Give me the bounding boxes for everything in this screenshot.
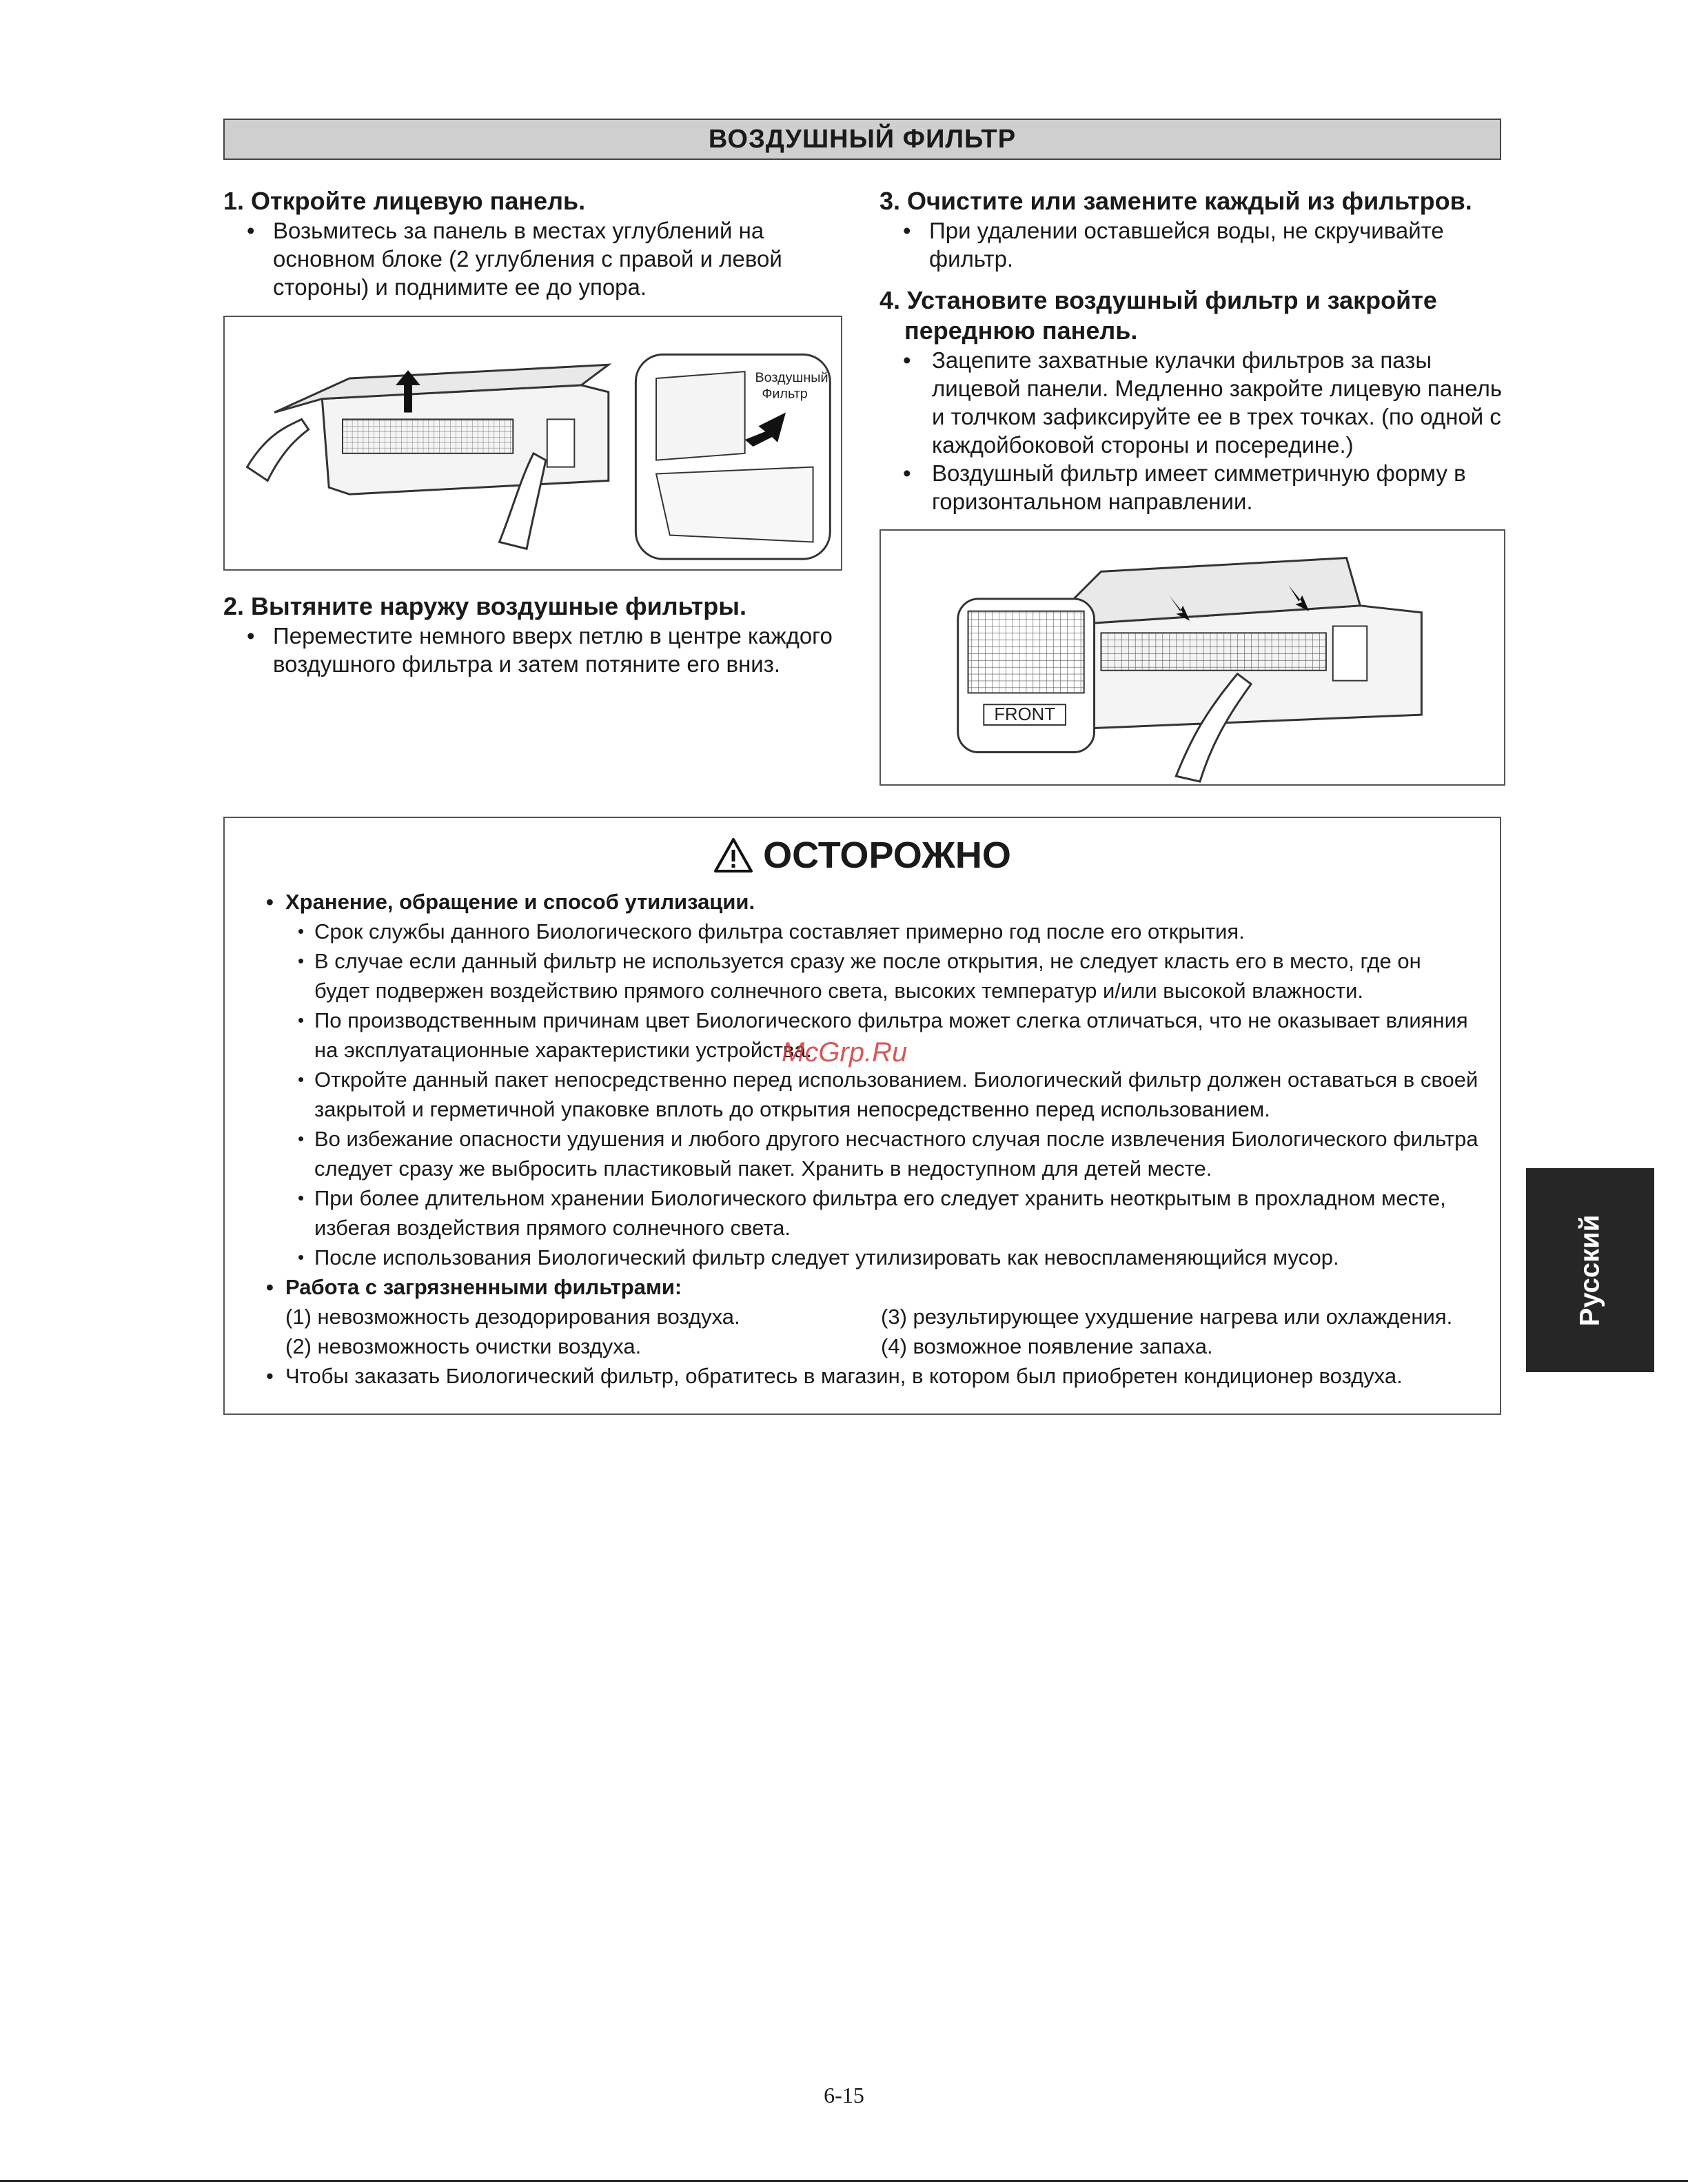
section-title: ВОЗДУШНЫЙ ФИЛЬТР [223, 119, 1501, 160]
caution-item: • Откройте данный пакет непосредственно перед использованием. Биологический фильтр должен оставаться в своей закрытой и герметичной упаковке вплоть до открытия непосредственно перед использованием. [298, 1068, 1478, 1121]
caution-item: • После использования Биологический фильтр следует утилизировать как невоспламеняющийся мусор. [298, 1245, 1339, 1269]
caution-section-dirty-filters: • Работа с загрязненными фильтрами: [266, 1275, 682, 1299]
caution-title: ОСТОРОЖНО [763, 835, 1011, 876]
consequence-item: (1) невозможность дезодорирования воздуха. [285, 1305, 740, 1329]
step-3-title: 3. Очистите или замените каждый из фильтров. [879, 187, 1472, 215]
caution-item: • По производственным причинам цвет Биологического фильтра может слегка отличаться, что не оказывает влияния на эксплуатационные характеристики устройства. [298, 1008, 1468, 1062]
page-number: 6-15 [824, 2083, 864, 2108]
consequence-item: (3) результирующее ухудшение нагрева или охлаждения. [881, 1305, 1453, 1329]
step-4-title: 4. Установите воздушный фильтр и закройте переднюю панель. [879, 286, 1437, 345]
figure1-label-line1: Воздушный [755, 369, 828, 385]
step-1 [223, 186, 844, 301]
caution-heading [225, 833, 1500, 877]
consequence-item: (2) невозможность очистки воздуха. [285, 1334, 642, 1358]
air-conditioner-open-panel-illustration [225, 317, 841, 569]
warning-triangle-icon [713, 837, 753, 873]
caution-item: • В случае если данный фильтр не используется сразу же после открытия, не следует класть его в место, где он будет подвержен воздействию прямого солнечного света, высоких температур и/или высокой влажности. [298, 949, 1421, 1003]
watermark: McGrp.Ru [782, 1037, 908, 1068]
bottom-rule [0, 2180, 1688, 2182]
caution-body [245, 887, 1479, 1391]
step-3 [879, 186, 1507, 273]
figure-install-filter [879, 529, 1505, 786]
language-tab [1526, 1168, 1654, 1372]
figure2-front-label: FRONT [994, 705, 1055, 725]
step-2-title: 2. Вытяните наружу воздушные фильтры. [223, 592, 746, 620]
caution-box [223, 817, 1501, 1415]
consequence-item: (4) возможное появление запаха. [881, 1334, 1213, 1358]
step-1-title: 1. Откройте лицевую панель. [223, 187, 586, 215]
consequence-list [245, 1302, 1479, 1361]
figure1-label-line2: Фильтр [762, 386, 808, 402]
caution-section-storage: • Хранение, обращение и способ утилизации. [266, 890, 755, 914]
step-1-bullet: • Возьмитесь за панель в местах углублений на основном блоке (2 углубления с правой и левой стороны) и поднимите ее до упора. [247, 218, 782, 300]
step-4-bullet: • Воздушный фильтр имеет симметричную форму в горизонтальном направлении. [903, 460, 1466, 514]
caution-item: • При более длительном хранении Биологического фильтра его следует хранить неоткрытым в прохладном месте, избегая воздействия прямого солнечного света. [298, 1186, 1446, 1240]
step-4-bullet: • Зацепите захватные кулачки фильтров за пазы лицевой панели. Медленно закройте лицевую панель и толчком зафиксируйте ее в трех точках. (по одной с каждойбоковой стороны и посередине.) [903, 347, 1503, 458]
caution-section-order: • Чтобы заказать Биологический фильтр, обратитесь в магазин, в котором был приобретен кондиционер воздуха. [266, 1364, 1403, 1388]
language-tab-label: Русский [1574, 1214, 1605, 1326]
step-4 [879, 285, 1507, 516]
caution-item: • Во избежание опасности удушения и любого другого несчастного случая после извлечения Биологического фильтра следует сразу же выбросить пластиковый пакет. Хранить в недоступном для детей месте. [298, 1127, 1478, 1181]
caution-item: • Срок службы данного Биологического фильтра составляет примерно год после его открытия. [298, 919, 1245, 943]
step-2-bullet: • Переместите немного вверх петлю в центре каждого воздушного фильтра и затем потяните его вниз. [247, 623, 833, 677]
step-3-bullet: • При удалении оставшейся воды, не скручивайте фильтр. [903, 218, 1444, 272]
step-2 [223, 591, 844, 678]
figure-open-panel [223, 316, 842, 571]
air-conditioner-install-filter-illustration [881, 531, 1504, 784]
